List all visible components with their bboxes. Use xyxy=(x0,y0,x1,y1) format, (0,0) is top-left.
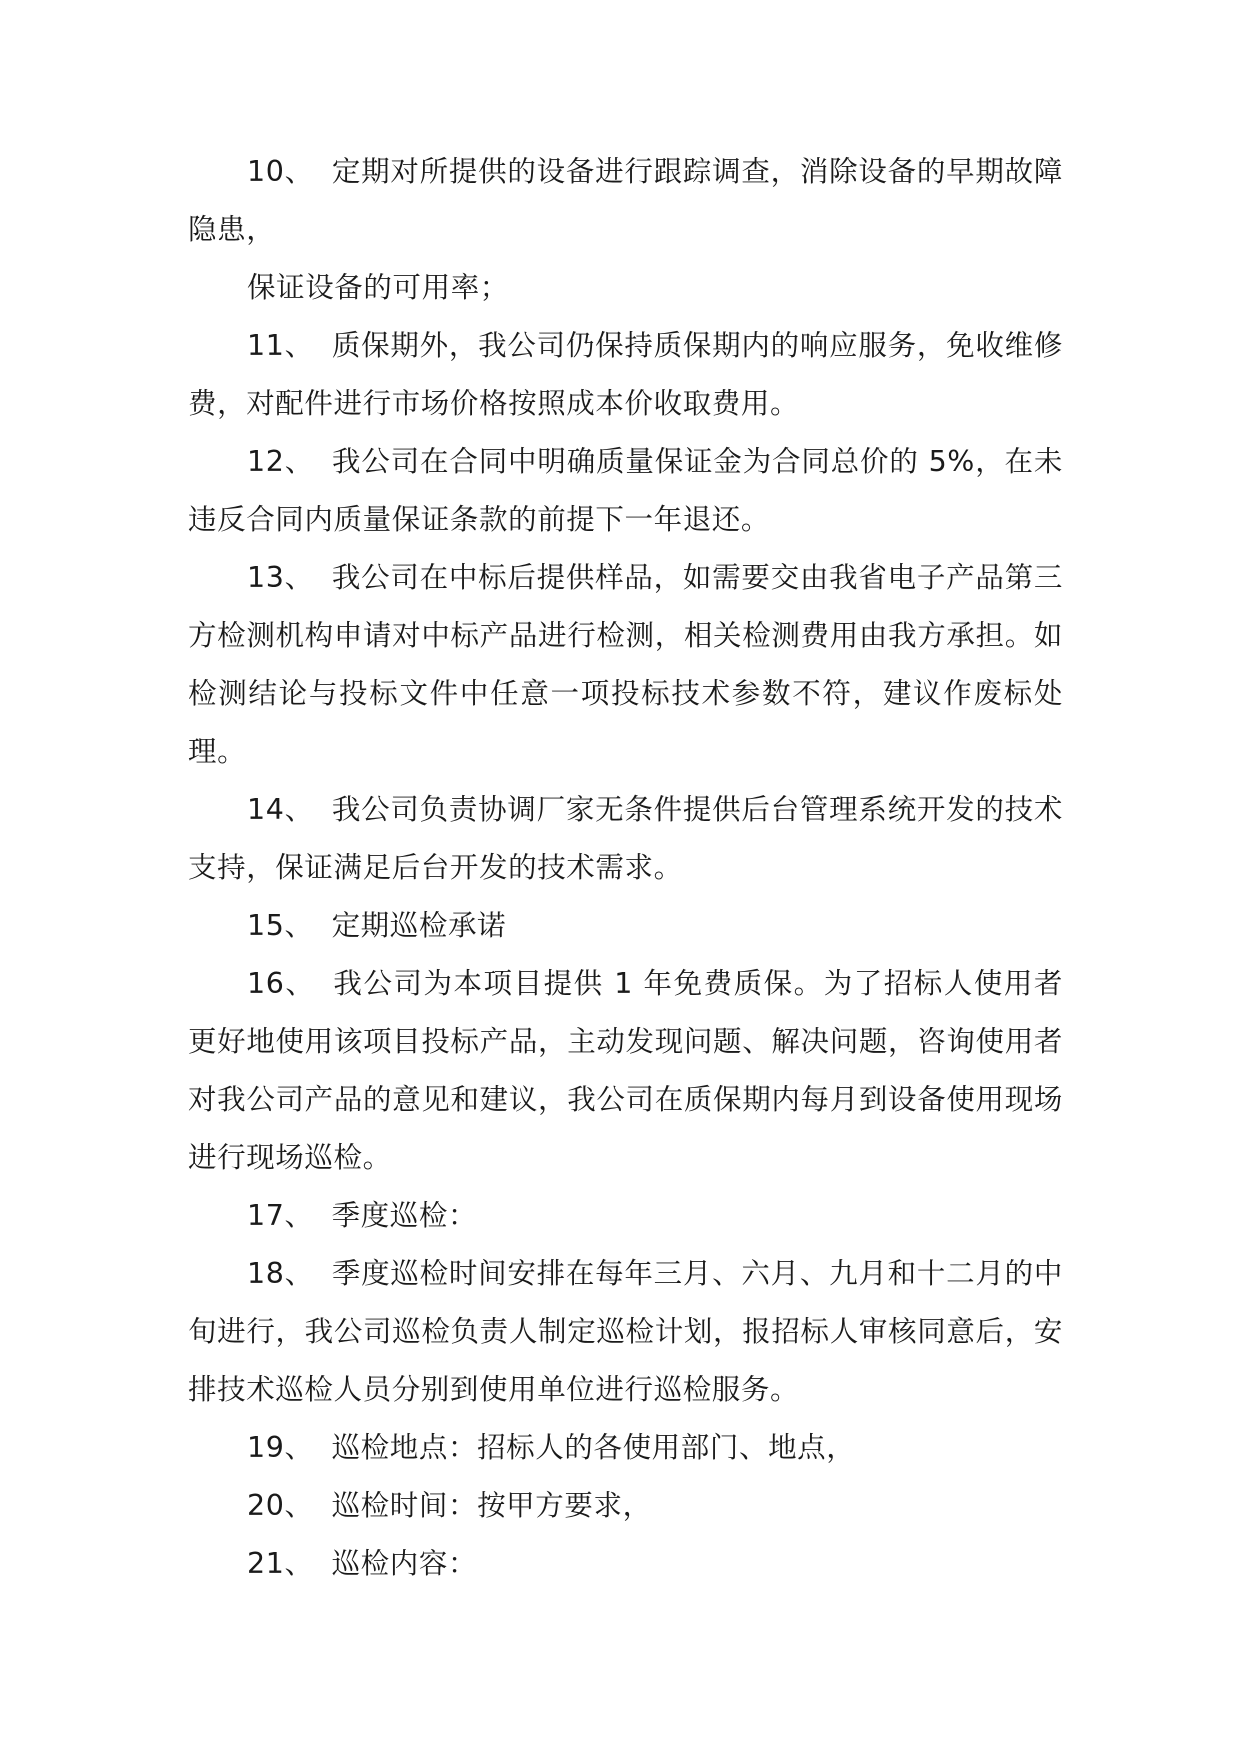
item-number: 18、 xyxy=(247,1257,314,1290)
paragraph-16 xyxy=(188,955,1063,1187)
paragraph-text: 定期巡检承诺 xyxy=(331,909,507,942)
paragraph-text: 我公司负责协调厂家无条件提供后台管理系统开发的技术支持，保证满足后台开发的技术需求。 xyxy=(188,793,1063,884)
paragraph-20 xyxy=(188,1477,1063,1535)
paragraph-text: 我公司在合同中明确质量保证金为合同总价的 5%，在未违反合同内质量保证条款的前提下一年退还。 xyxy=(188,445,1063,536)
paragraph-text: 季度巡检： xyxy=(331,1199,478,1232)
paragraph-10-continued xyxy=(188,259,1063,317)
paragraph-18 xyxy=(188,1245,1063,1419)
item-number: 21、 xyxy=(247,1547,314,1580)
paragraph-11 xyxy=(188,317,1063,433)
item-number: 15、 xyxy=(247,909,314,942)
item-number: 19、 xyxy=(247,1431,314,1464)
item-number: 20、 xyxy=(247,1489,314,1522)
paragraph-text: 季度巡检时间安排在每年三月、六月、九月和十二月的中旬进行，我公司巡检负责人制定巡检计划，报招标人审核同意后，安排技术巡检人员分别到使用单位进行巡检服务。 xyxy=(188,1257,1063,1406)
paragraph-19 xyxy=(188,1419,1063,1477)
paragraph-text: 我公司为本项目提供 1 年免费质保。为了招标人使用者更好地使用该项目投标产品，主动发现问题、解决问题，咨询使用者对我公司产品的意见和建议，我公司在质保期内每月到设备使用现场进行现场巡检。 xyxy=(188,967,1063,1174)
item-number: 14、 xyxy=(247,793,314,826)
item-number: 10、 xyxy=(247,155,314,188)
paragraph-10 xyxy=(188,143,1063,259)
paragraph-17 xyxy=(188,1187,1063,1245)
item-number: 11、 xyxy=(247,329,314,362)
paragraph-13 xyxy=(188,549,1063,781)
paragraph-text: 巡检地点：招标人的各使用部门、地点， xyxy=(331,1431,856,1464)
paragraph-text: 巡检内容： xyxy=(331,1547,478,1580)
paragraph-15 xyxy=(188,897,1063,955)
item-number: 13、 xyxy=(247,561,314,594)
paragraph-21 xyxy=(188,1535,1063,1593)
paragraph-text: 定期对所提供的设备进行跟踪调查，消除设备的早期故障隐患， xyxy=(188,155,1063,246)
document-body xyxy=(188,143,1063,1593)
item-number: 17、 xyxy=(247,1199,314,1232)
paragraph-text: 保证设备的可用率； xyxy=(247,271,509,304)
paragraph-text: 我公司在中标后提供样品，如需要交由我省电子产品第三方检测机构申请对中标产品进行检测，相关检测费用由我方承担。如检测结论与投标文件中任意一项投标技术参数不符，建议作废标处理。 xyxy=(188,561,1063,768)
item-number: 12、 xyxy=(247,445,315,478)
item-number: 16、 xyxy=(247,967,316,1000)
paragraph-12 xyxy=(188,433,1063,549)
paragraph-14 xyxy=(188,781,1063,897)
paragraph-text: 质保期外，我公司仍保持质保期内的响应服务，免收维修费，对配件进行市场价格按照成本价收取费用。 xyxy=(188,329,1063,420)
paragraph-text: 巡检时间：按甲方要求， xyxy=(331,1489,652,1522)
